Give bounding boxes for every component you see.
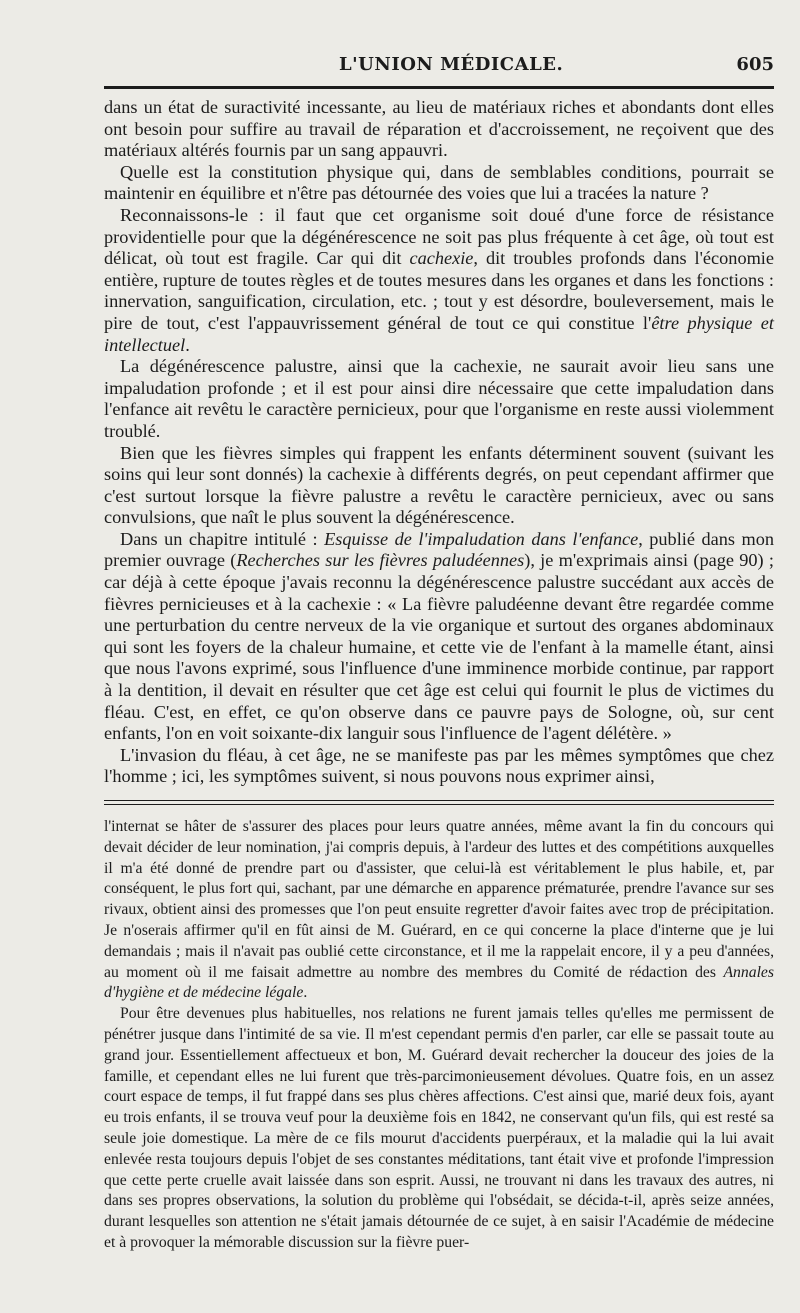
main-paragraph	[104, 205, 774, 356]
main-text-run: La dégénérescence palustre, ainsi que la cachexie, ne saurait avoir lieu sans une impaludation profonde ; et il est pour ainsi dire nécessaire que cette impaludation dans l'enfance ait revêtu le caractère pernicieux, pour que l'organisme en reste aussi violemment troublé.	[104, 356, 774, 441]
main-text-run: , dit troubles profonds dans l'économie entière, rupture de toutes règles et de toutes mesures dans les organes et dans les fonctions : innervation, sanguification, circulation, etc. ; tout y est désordre, bouleversement, mais le pire de tout, c'est l'appauvrissement général de tout ce qui constitue l'	[104, 248, 774, 333]
main-text-run: Quelle est la constitution physique qui, dans de semblables conditions, pourrait se maintenir en équilibre et n'être pas détournée des voies que lui a tracées la nature ?	[104, 161, 774, 204]
main-text-run: Reconnaissons-le : il faut que cet organisme soit doué d'une force de résistance providentielle pour que la dégénérescence ne soit pas plus fréquente à cet âge, où tout est délicat, où tout est fragile. Car qui dit	[104, 204, 774, 269]
main-text-run: ), je m'exprimais ainsi (page 90) ; car déjà à cette époque j'avais reconnu la dégénérescence palustre succédant aux accès de fièvres pernicieuses et à la cachexie : « La fièvre paludéenne devant être regardée comme une perturbation du centre nerveux de la vie organique et surtout des organes abdominaux qui sont les foyers de la chaleur humaine, et cette vie de l'enfant à la mamelle étant, ainsi que nous l'avons exprimé, sous l'influence d'une imminence morbide continue, par rapport à la dentition, il devait en résulter que cet âge est celui qui fournit le plus de victimes du fléau. C'est, en effet, ce qu'on observe dans ce pauvre pays de Sologne, où, sur cent enfants, l'on en voit soixante-dix languir sous l'influence de l'agent délétère. »	[104, 550, 774, 744]
running-title: L'UNION MÉDICALE.	[339, 54, 564, 75]
main-text	[104, 97, 774, 788]
main-text-run: Bien que les fièvres simples qui frappent les enfants déterminent souvent (suivant les soins qui leur sont donnés) la cachexie à différents degrés, on peut cependant affirmer que c'est surtout lorsque la fièvre palustre a revêtu le caractère pernicieux, avec ou sans convulsions, que naît le plus souvent la dégénérescence.	[104, 442, 774, 528]
note-paragraph	[104, 1004, 774, 1254]
main-paragraph	[104, 162, 774, 205]
note-text-run: l'internat se hâter de s'assurer des places pour leurs quatre années, même avant la fin du concours qui devait décider de leur nomination, j'ai compris depuis, à l'ardeur des luttes et des compétitions auxquelles il m'a été donné de prendre part ou d'assister, que celui-là est véritablement le plus habile, et, par conséquent, le plus fort qui, sachant, par une démarche en apparence prématurée, prendre l'avance sur ses rivaux, obtient ainsi des promesses que l'on peut ensuite regretter d'avoir faites avec trop de précipitation. Je n'oserais affirmer qu'il en fût ainsi de M. Guérard, en ce qui concerne la place d'interne que je lui demandais ; mais il n'avait pas oublié cette circonstance, et il me la rappelait encore, il y a peu d'années, au moment où il me faisait admettre au nombre des membres du Comité de rédaction des	[104, 818, 774, 981]
page-number: 605	[736, 54, 774, 75]
main-text-run: , publié dans mon premier ouvrage (	[104, 528, 774, 571]
note-paragraph	[104, 817, 774, 1004]
main-text-run: Dans un chapitre intitulé :	[120, 528, 325, 549]
main-paragraph	[104, 356, 774, 442]
note-text-run: Pour être devenues plus habituelles, nos relations ne furent jamais telles qu'elles me permissent de pénétrer jusque dans l'intimité de sa vie. Il m'est cependant permis d'en parler, car elle se passait toute au grand jour. Essentiellement affectueux et bon, M. Guérard devait rechercher la douceur des joies de la famille, et cependant elles ne lui furent que très-parcimonieusement dévolues. Quatre fois, en un assez court espace de temps, il fut frappé dans ses plus chères affections. C'est ainsi que, marié deux fois, ayant eu trois enfants, il se trouva veuf pour la deuxième fois en 1842, ne conservant qu'un fils, qui est resté sa seule joie domestique. La mère de ce fils mourut d'accidents puerpéraux, et la maladie qui la lui avait enlevée resta toujours depuis l'objet de ses constantes méditations, tant était vive et profonde l'impression que cette perte cruelle avait laissée dans son esprit. Aussi, ne trouvant ni dans les travaux des autres, ni dans ses propres observations, la solution du problème qui l'obsédait, se décida-t-il, après seize années, durant lesquelles son attention ne s'était jamais détournée de ce sujet, à en saisir l'Académie de médecine et à provoquer la mémorable discussion sur la fièvre puer-	[104, 1005, 774, 1251]
footnote-rule	[104, 800, 774, 805]
main-italic-run: Recherches sur les fièvres paludéennes	[236, 550, 525, 571]
main-text-run: L'invasion du fléau, à cet âge, ne se manifeste pas par les mêmes symptômes que chez l'homme ; ici, les symptômes suivent, si nous pouvons nous exprimer ainsi,	[104, 744, 774, 787]
main-paragraph	[104, 529, 774, 745]
running-header	[104, 50, 774, 80]
footnote-text	[104, 817, 774, 1254]
header-rule	[104, 86, 774, 89]
main-paragraph	[104, 745, 774, 788]
note-text-run: .	[303, 984, 308, 1002]
main-text-run: dans un état de suractivité incessante, au lieu de matériaux riches et abondants dont elles ont besoin pour suffire au travail de réparation et d'accroissement, ne reçoivent que des matériaux altérés fournis par un sang appauvri.	[104, 97, 774, 161]
main-italic-run: cachexie	[409, 248, 474, 269]
note-italic-run: Annales d'hygiène et de médecine légale	[104, 963, 774, 1002]
main-italic-run: être physique et intellectuel	[104, 312, 775, 355]
main-paragraph	[104, 443, 774, 529]
main-paragraph	[104, 97, 774, 162]
main-text-run: .	[185, 334, 190, 355]
main-italic-run: Esquisse de l'impaludation dans l'enfance	[324, 528, 639, 549]
